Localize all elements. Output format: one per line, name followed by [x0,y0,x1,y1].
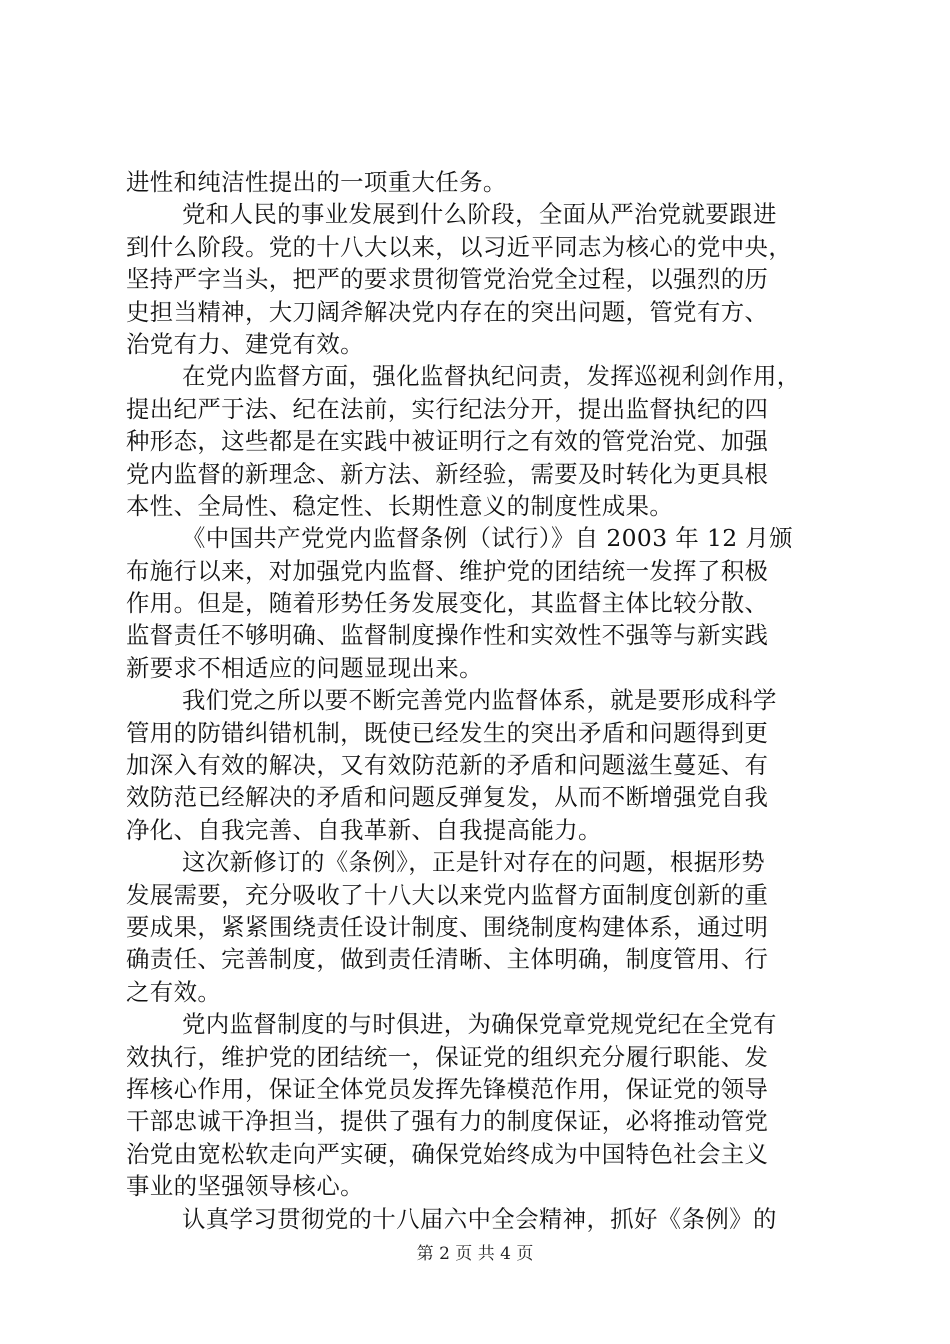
page-footer: 第 2 页 共 4 页 [416,1244,534,1264]
document-body [126,166,838,1235]
text-line: 要成果，紧紧围绕责任设计制度、围绕制度构建体系，通过明 [126,912,769,941]
text-line: 干部忠诚干净担当，提供了强有力的制度保证，必将推动管党 [126,1107,769,1136]
paragraph-first-line: 认真学习贯彻党的十八届六中全会精神，抓好《条例》的 [182,1204,777,1233]
text-line: 效执行，维护党的团结统一，保证党的组织充分履行职能、发 [126,1042,769,1071]
text-line: 之有效。 [126,977,222,1006]
text-line: 挥核心作用，保证全体党员发挥先锋模范作用，保证党的领导 [126,1074,769,1103]
paragraph-first-line: 这次新修订的《条例》，正是针对存在的问题，根据形势 [182,848,766,877]
text-line: 确责任、完善制度，做到责任清晰、主体明确，制度管用、行 [126,945,769,974]
text-line: 治党由宽松软走向严实硬，确保党始终成为中国特色社会主义 [126,1139,769,1168]
paragraph-first-line: 党内监督制度的与时俱进，为确保党章党规党纪在全党有 [182,1010,777,1039]
text-line: 发展需要，充分吸收了十八大以来党内监督方面制度创新的重 [126,880,769,909]
text-line: 事业的坚强领导核心。 [126,1172,364,1201]
text-line: 坚持严字当头，把严的要求贯彻管党治党全过程，以强烈的历 [126,265,769,294]
text-line: 净化、自我完善、自我革新、自我提高能力。 [126,815,602,844]
text-line: 效防范已经解决的矛盾和问题反弹复发，从而不断增强党自我 [126,783,769,812]
text-line: 作用。但是，随着形势任务发展变化，其监督主体比较分散、 [126,589,769,618]
text-line: 本性、全局性、稳定性、长期性意义的制度性成果。 [126,491,674,520]
paragraph-first-line: 在党内监督方面，强化监督执纪问责，发挥巡视利剑作用， [182,362,801,391]
text-line: 种形态，这些都是在实践中被证明行之有效的管党治党、加强 [126,427,769,456]
paragraph-first-line: 我们党之所以要不断完善党内监督体系，就是要形成科学 [182,686,777,715]
text-line: 新要求不相适应的问题显现出来。 [126,653,483,682]
text-line: 到什么阶段。党的十八大以来，以习近平同志为核心的党中央， [126,232,793,261]
text-line: 监督责任不够明确、监督制度操作性和实效性不强等与新实践 [126,621,769,650]
text-line: 提出纪严于法、纪在法前，实行纪法分开，提出监督执纪的四 [126,394,769,423]
text-line: 治党有力、建党有效。 [126,329,364,358]
text-line: 管用的防错纠错机制，既使已经发生的突出矛盾和问题得到更 [126,718,769,747]
text-line: 布施行以来，对加强党内监督、维护党的团结统一发挥了积极 [126,556,769,585]
paragraph-first-line: 党和人民的事业发展到什么阶段，全面从严治党就要跟进 [182,200,777,229]
paragraph-first-line: 《中国共产党党内监督条例（试行）》自 2003 年 12 月颁 [182,524,793,553]
text-line: 加深入有效的解决，又有效防范新的矛盾和问题滋生蔓延、有 [126,751,769,780]
text-line: 进性和纯洁性提出的一项重大任务。 [126,168,507,196]
text-line: 史担当精神，大刀阔斧解决党内存在的突出问题，管党有方、 [126,297,769,326]
text-line: 党内监督的新理念、新方法、新经验，需要及时转化为更具根 [126,459,769,488]
